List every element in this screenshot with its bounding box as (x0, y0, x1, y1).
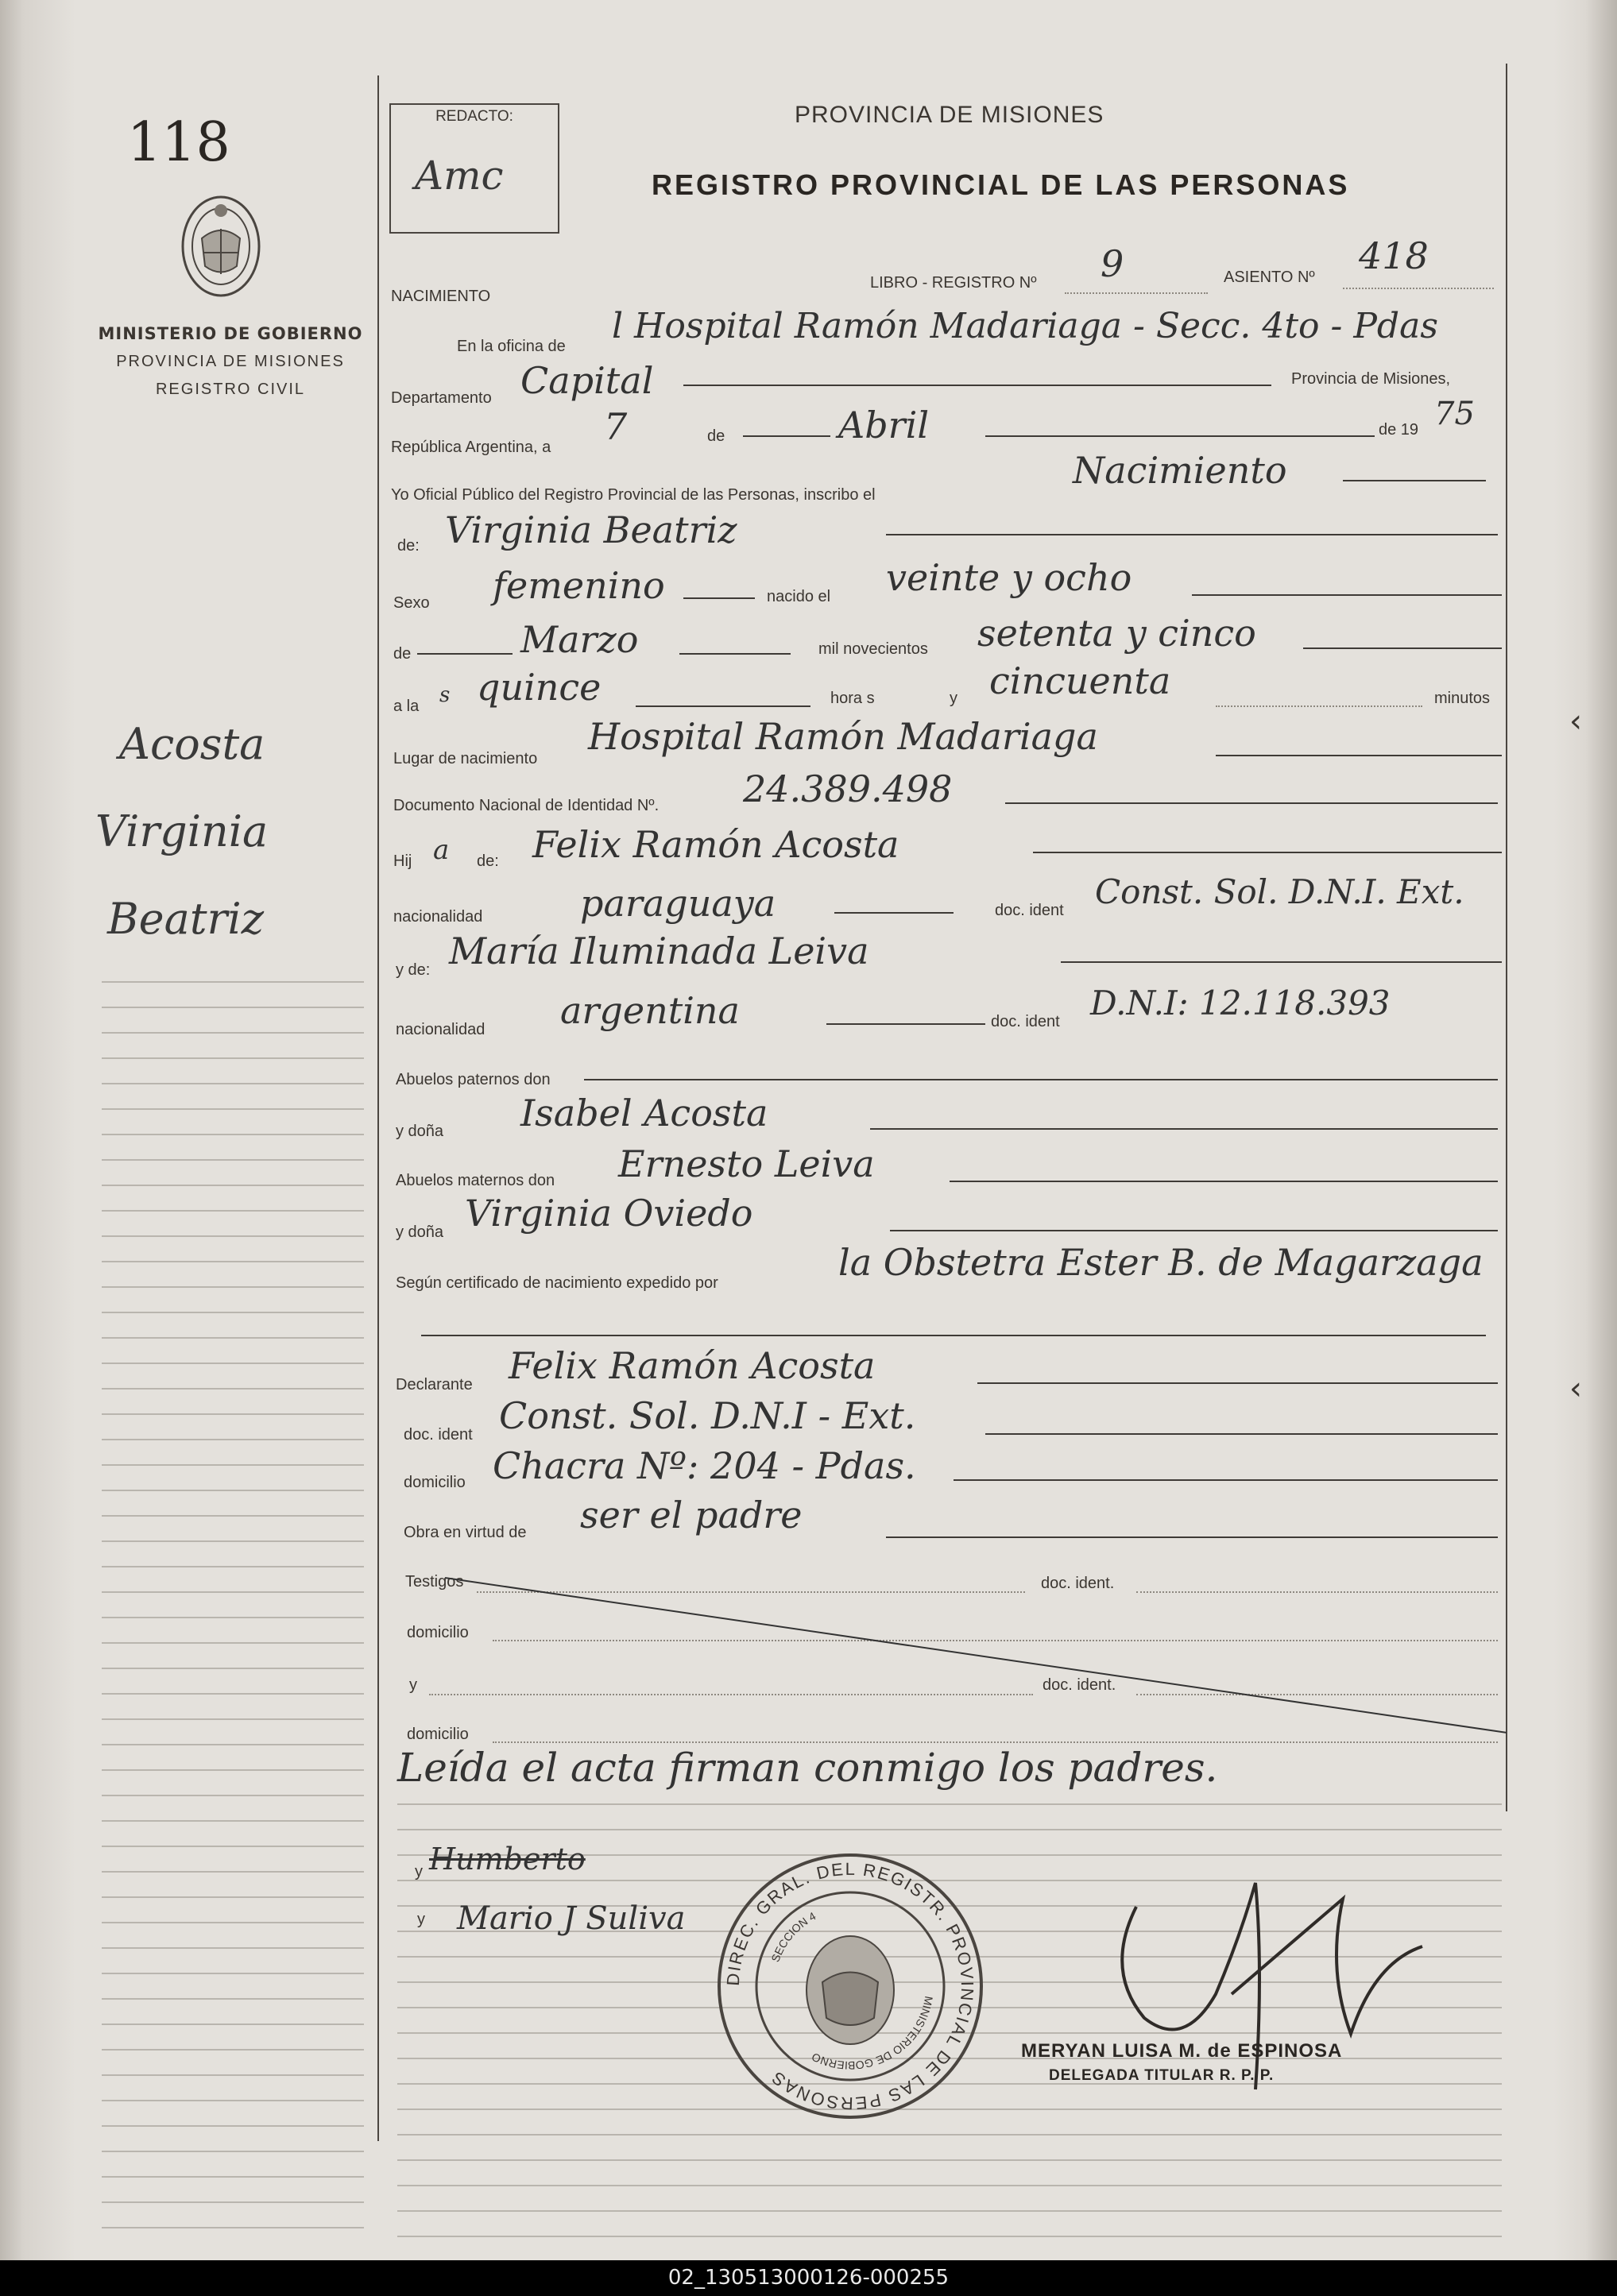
father-nationality-value: paraguaya (580, 882, 776, 925)
abuela-paterna-label: y doña (396, 1123, 444, 1140)
lugar-line (1216, 755, 1502, 756)
svg-text:SECCION 4 (768, 1909, 818, 1963)
ruled-line (102, 1235, 364, 1237)
testigo2-y-label: y (409, 1676, 417, 1694)
father-doc-label: doc. ident (995, 902, 1064, 919)
ruled-line (102, 1998, 364, 2000)
ruled-line (102, 1108, 364, 1110)
father-name-line (1033, 852, 1502, 853)
edge-check-mark: ‹ (1569, 703, 1582, 740)
ruled-line (102, 1871, 364, 1873)
father-nationality-label: nacionalidad (393, 908, 483, 926)
father-nationality-line (834, 912, 954, 914)
testigo2-doc-label: doc. ident. (1043, 1676, 1116, 1694)
testigo2-domicilio-dots (493, 1741, 1498, 1743)
ruled-line (102, 2176, 364, 2178)
ruled-line (102, 1388, 364, 1390)
official-block (1021, 2040, 1342, 2085)
testigos-doc-dots (1136, 1591, 1498, 1593)
month-line-a (743, 435, 830, 437)
hij-suffix: a (433, 834, 450, 866)
oficial-line (1343, 480, 1486, 481)
month-value: Abril (838, 404, 930, 446)
testigo2-dots (429, 1694, 1033, 1695)
act-type-label: NACIMIENTO (391, 288, 491, 305)
ruled-line (102, 1159, 364, 1161)
sexo-label: Sexo (393, 594, 430, 612)
ruled-line (102, 1337, 364, 1339)
redacto-box (389, 103, 559, 234)
ruled-line (102, 1922, 364, 1923)
ruled-line (102, 1261, 364, 1262)
stamp-inner-bottom: MINISTERIO DE GOBIERNO (809, 1995, 936, 2073)
asiento-dots (1343, 288, 1494, 289)
birth-month-value: Marzo (520, 618, 639, 661)
ruled-line (102, 2125, 364, 2127)
birth-month-line-b (679, 653, 791, 655)
ruled-line (102, 1032, 364, 1034)
ministry-block (95, 324, 366, 399)
ruled-line (102, 2049, 364, 2051)
ruled-line (102, 1210, 364, 1212)
ruled-line (102, 1693, 364, 1695)
hour-line (636, 705, 810, 707)
departamento-value: Capital (520, 359, 654, 402)
declarante-line (977, 1382, 1498, 1384)
oficina-label: En la oficina de (457, 338, 566, 355)
dni-value: 24.389.498 (743, 767, 953, 810)
horas-y-label: y (950, 690, 957, 707)
page-edge-shadow (1553, 0, 1617, 2260)
asiento-label: ASIENTO Nº (1224, 269, 1315, 286)
nacido-line (1192, 594, 1502, 596)
declarante-doc-label: doc. ident (404, 1426, 473, 1444)
testigo2-domicilio-label: domicilio (407, 1726, 469, 1743)
folio-number: 118 (127, 111, 230, 174)
abuelo-materno-line (950, 1181, 1498, 1182)
ruled-line (102, 1769, 364, 1771)
mother-name-line (1061, 961, 1502, 963)
testigos-domicilio-label: domicilio (407, 1624, 469, 1641)
frame-right-border (1506, 64, 1507, 1811)
page-binding-shadow (0, 0, 75, 2260)
obra-line (886, 1536, 1498, 1538)
ruled-line (397, 2159, 1502, 2161)
minutos-label: minutos (1434, 690, 1491, 707)
segun-label: Según certificado de nacimiento expedido por (396, 1274, 718, 1292)
sexo-line (683, 597, 755, 599)
year-words-value: setenta y cinco (977, 612, 1256, 655)
mother-doc-value: D.N.I: 12.118.393 (1090, 984, 1391, 1022)
mother-doc-label: doc. ident (991, 1013, 1060, 1030)
declarante-doc-line (985, 1433, 1498, 1435)
redacto-label: REDACTO: (435, 108, 513, 125)
ruled-line (102, 1286, 364, 1288)
birth-month-line-a (417, 653, 513, 655)
testigos-domicilio-dots (493, 1640, 1498, 1641)
ruled-line (102, 1591, 364, 1593)
abuelo-paterno-line (584, 1079, 1498, 1080)
ministry-civil-registry: REGISTRO CIVIL (155, 381, 306, 398)
day-value: 7 (604, 405, 628, 448)
ruled-line (102, 1718, 364, 1720)
ruled-line (102, 2100, 364, 2101)
declarante-label: Declarante (396, 1376, 473, 1393)
birth-month-de-label: de (393, 645, 412, 663)
margin-first-name: Virginia (95, 806, 269, 856)
ruled-line (102, 981, 364, 983)
ruled-line (102, 1083, 364, 1084)
month-de-label: de (707, 427, 725, 445)
month-line-b (985, 435, 1375, 437)
abuela-materna-label: y doña (396, 1223, 444, 1241)
image-label: 02_130513000126-000255 (667, 2266, 950, 2290)
ruled-line (102, 2023, 364, 2025)
domicilio-line (954, 1479, 1498, 1481)
signatory2-y-label: y (417, 1911, 425, 1928)
mother-nationality-line (826, 1023, 985, 1025)
registry-heading: REGISTRO PROVINCIAL DE LAS PERSONAS (652, 168, 1350, 201)
ruled-line (102, 1134, 364, 1135)
asiento-value: 418 (1359, 234, 1429, 277)
ruled-line (397, 1829, 1502, 1830)
ruled-line (102, 1820, 364, 1822)
abuela-paterna-line (870, 1128, 1498, 1130)
year-words-line (1303, 647, 1502, 649)
ministry-name: MINISTERIO DE GOBIERNO (98, 324, 363, 343)
abuelo-materno-value: Ernesto Leiva (618, 1142, 875, 1185)
testigos-doc-label: doc. ident. (1041, 1575, 1115, 1592)
abuelos-paternos-label: Abuelos paternos don (396, 1071, 551, 1088)
alas-label: a la (393, 698, 420, 715)
ruled-line (102, 1007, 364, 1008)
signatory1-signature: Humberto (429, 1842, 586, 1877)
ruled-line (102, 2201, 364, 2203)
father-name-value: Felix Ramón Acosta (532, 823, 899, 866)
stamp-inner-top: SECCION 4 (768, 1909, 818, 1964)
ruled-line (102, 1185, 364, 1186)
ruled-line (102, 1312, 364, 1313)
ministry-province: PROVINCIA DE MISIONES (116, 353, 345, 370)
mother-nationality-value: argentina (560, 989, 740, 1032)
ruled-line (102, 1464, 364, 1466)
ruled-line (397, 2134, 1502, 2136)
ruled-line (102, 1642, 364, 1644)
testigos-label: Testigos (405, 1573, 464, 1591)
stamp-ring-text: DIREC. GRAL. DEL REGISTR. PROVINCIAL DE LAS PERSONAS (722, 1858, 978, 2114)
official-name: MERYAN LUISA M. de ESPINOSA (1021, 2040, 1343, 2062)
closing-statement: Leída el acta firman conmigo los padres. (397, 1745, 1218, 1791)
image-footer-bar (0, 2260, 1617, 2296)
redacto-signature: Amc (415, 153, 504, 199)
ruled-line (102, 1413, 364, 1415)
ruled-line (102, 1896, 364, 1898)
abuelos-maternos-label: Abuelos maternos don (396, 1172, 555, 1189)
ruled-line (102, 1566, 364, 1567)
hij-de-label: de: (477, 852, 499, 870)
ruled-line (102, 2227, 364, 2228)
segun-value: la Obstetra Ester B. de Magarzaga (838, 1241, 1484, 1284)
registry-stamp-icon (715, 1851, 985, 2121)
provincia-suffix: Provincia de Misiones, (1291, 370, 1451, 388)
departamento-label: Departamento (391, 389, 492, 407)
nacido-label: nacido el (767, 588, 831, 605)
oficina-value: l Hospital Ramón Madariaga - Secc. 4to - Pdas (612, 306, 1438, 346)
child-name-line (886, 534, 1498, 535)
minutes-dots (1216, 705, 1422, 707)
witnesses-cancel-line (445, 1577, 1507, 1734)
signatory2-signature: Mario J Suliva (457, 1900, 686, 1937)
mother-de-label: y de: (396, 961, 431, 979)
hour-value: quince (477, 666, 602, 709)
ruled-line (102, 1057, 364, 1059)
signatory1-y-label: y (415, 1863, 423, 1880)
mil-label: mil novecientos (818, 640, 928, 658)
obra-label: Obra en virtud de (404, 1524, 527, 1541)
lugar-value: Hospital Ramón Madariaga (588, 715, 1098, 758)
minutes-value: cincuenta (989, 659, 1171, 702)
province-seal-icon (173, 183, 269, 306)
ruled-line (102, 1846, 364, 1847)
mother-name-value: María Iluminada Leiva (449, 930, 869, 972)
ruled-line (397, 1803, 1502, 1805)
sexo-value: femenino (493, 564, 665, 607)
abuela-paterna-value: Isabel Acosta (520, 1092, 768, 1134)
ruled-line (102, 1795, 364, 1796)
testigos-dots (477, 1591, 1025, 1593)
ruled-line (102, 2151, 364, 2152)
mother-nationality-label: nacionalidad (396, 1021, 485, 1038)
declarante-doc-value: Const. Sol. D.N.I - Ext. (499, 1394, 916, 1437)
ruled-line (102, 1490, 364, 1491)
margin-middle-name: Beatriz (107, 894, 265, 944)
republica-label: República Argentina, a (391, 439, 551, 456)
ruled-line (102, 1617, 364, 1618)
ruled-line (102, 2074, 364, 2076)
dni-line (1005, 802, 1498, 804)
ruled-line (102, 1515, 364, 1517)
year-prefix: de 19 (1379, 421, 1419, 439)
libro-dots (1065, 292, 1208, 294)
ruled-line (102, 1973, 364, 1974)
segun-continuation-line (421, 1335, 1486, 1336)
ruled-line (102, 1668, 364, 1669)
declarante-value: Felix Ramón Acosta (509, 1344, 876, 1387)
ruled-line (397, 2210, 1502, 2212)
ruled-line (102, 1744, 364, 1745)
official-title: DELEGADA TITULAR R. P. P. (1049, 2067, 1275, 2084)
ruled-line (397, 2236, 1502, 2237)
alas-prefix: s (439, 683, 451, 707)
father-doc-value: Const. Sol. D.N.I. Ext. (1095, 872, 1464, 911)
ruled-line (102, 1439, 364, 1440)
domicilio-label: domicilio (404, 1474, 466, 1491)
name-de-label: de: (397, 537, 420, 555)
abuela-materna-line (890, 1230, 1498, 1231)
oficial-label: Yo Oficial Público del Registro Provincial de las Personas, inscribo el (391, 486, 876, 504)
nacido-value: veinte y ocho (886, 556, 1132, 599)
libro-value: 9 (1101, 242, 1124, 285)
province-heading: PROVINCIA DE MISIONES (795, 102, 1104, 128)
ruled-line (102, 1947, 364, 1949)
oficial-value: Nacimiento (1073, 449, 1287, 492)
child-name-value: Virginia Beatriz (445, 508, 737, 551)
abuela-materna-value: Virginia Oviedo (465, 1192, 753, 1235)
ruled-line (102, 1363, 364, 1364)
ruled-line (397, 2185, 1502, 2186)
hij-label: Hij (393, 852, 412, 870)
lugar-label: Lugar de nacimiento (393, 750, 538, 767)
dni-label: Documento Nacional de Identidad Nº. (393, 797, 660, 814)
year-value: 75 (1434, 396, 1475, 432)
frame-left-border (377, 75, 379, 2141)
domicilio-value: Chacra Nº: 204 - Pdas. (493, 1444, 916, 1487)
libro-label: LIBRO - REGISTRO Nº (870, 274, 1037, 292)
testigo2-doc-dots (1136, 1694, 1498, 1695)
margin-surname: Acosta (119, 719, 265, 769)
ruled-line (102, 1540, 364, 1542)
edge-check-mark: ‹ (1569, 1370, 1582, 1407)
obra-value: ser el padre (580, 1494, 803, 1536)
horas-label: hora s (830, 690, 875, 707)
departamento-line (683, 385, 1271, 386)
